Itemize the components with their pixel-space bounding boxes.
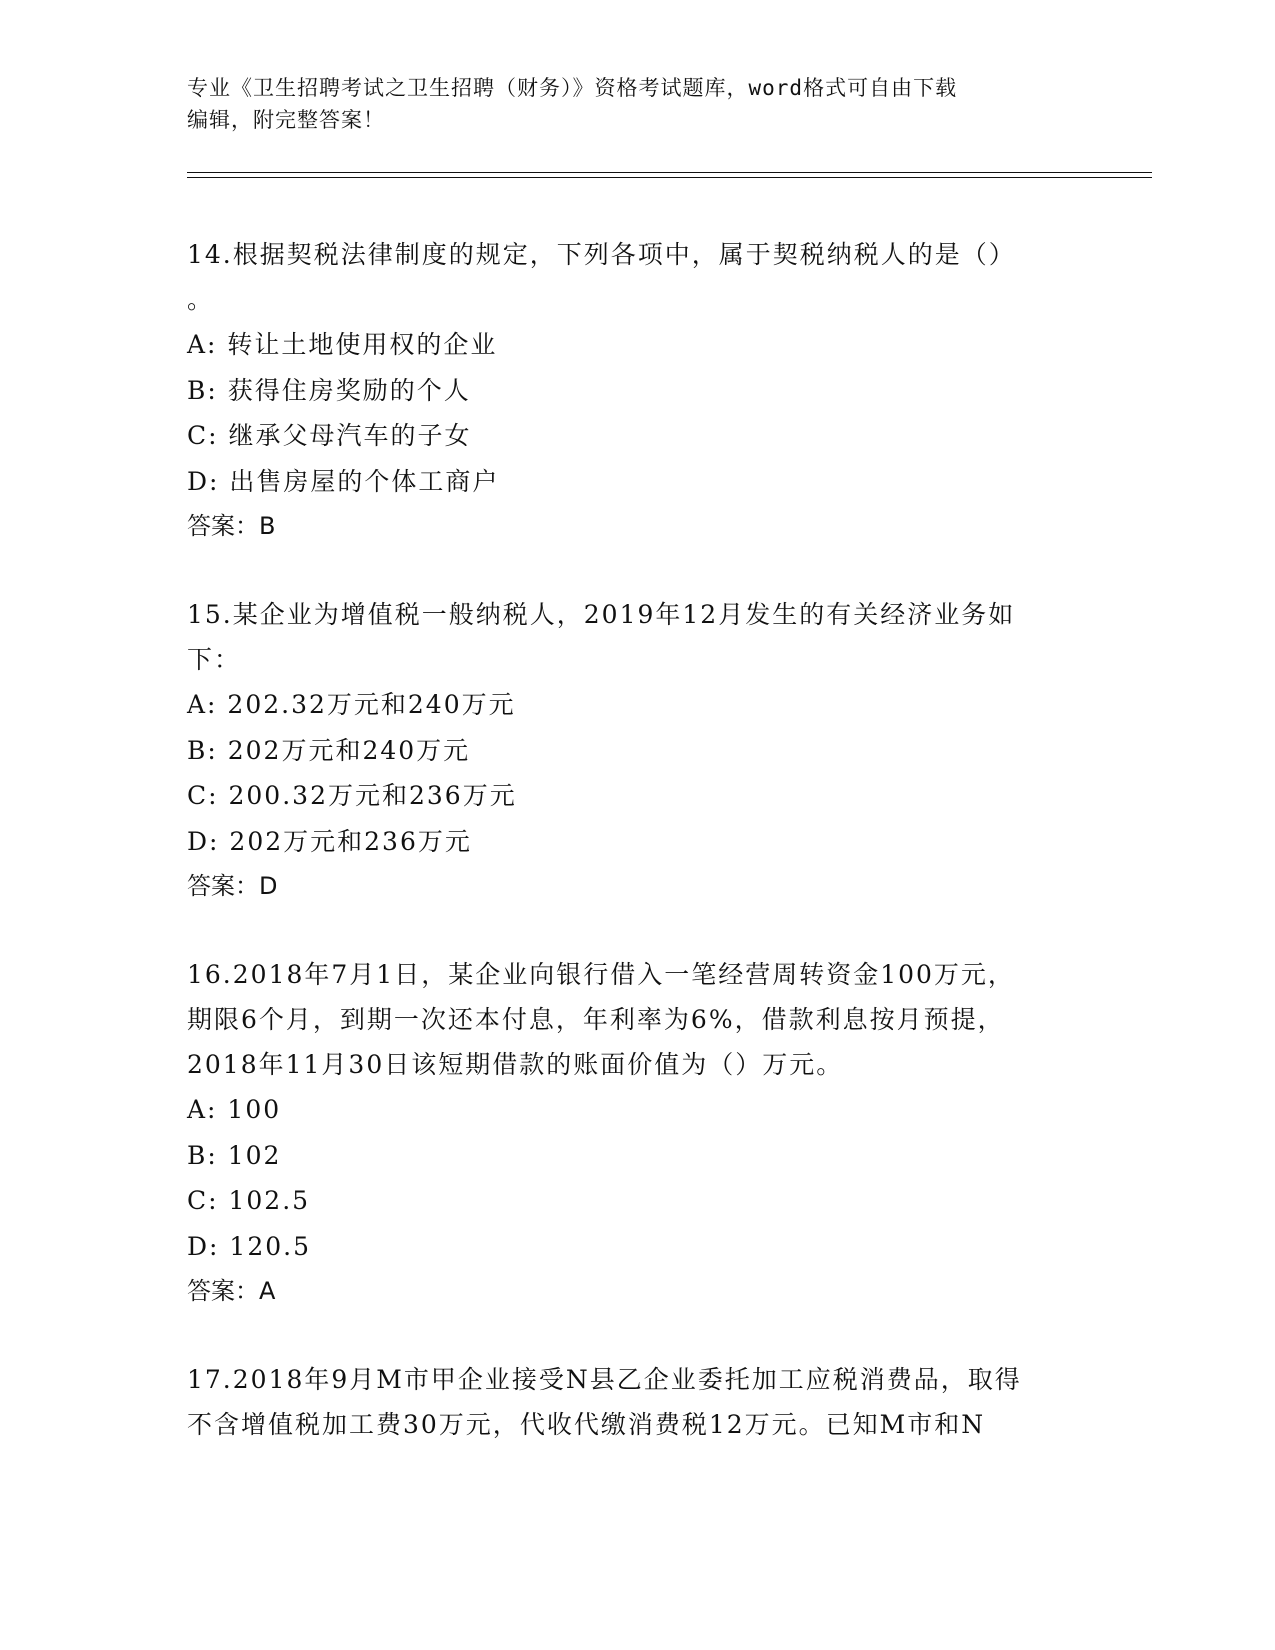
question-text: 期限6个月，到期一次还本付息，年利率为6%，借款利息按月预提， [187, 1005, 1005, 1034]
answer-value: D [259, 872, 278, 900]
question-16 [187, 952, 1087, 1314]
header-rule-top [187, 172, 1152, 173]
header-line: 专业《卫生招聘考试之卫生招聘（财务）》资格考试题库，word格式可自由下载 [187, 76, 958, 100]
option-c: C: 102.5 [187, 1186, 311, 1215]
option-a: A: 100 [187, 1095, 282, 1124]
answer [187, 864, 1087, 909]
question-text: 16.2018年7月1日，某企业向银行借入一笔经营周转资金100万元， [187, 960, 1015, 989]
question-text: 不含增值税加工费30万元，代收代缴消费税12万元。已知M市和N [187, 1410, 986, 1439]
question-text: 14.根据契税法律制度的规定，下列各项中，属于契税纳税人的是（） [187, 240, 1016, 269]
option-c: C: 继承父母汽车的子女 [187, 421, 472, 450]
option-c: C: 200.32万元和236万元 [187, 781, 517, 810]
question-text: 2018年11月30日该短期借款的账面价值为（）万元。 [187, 1050, 844, 1079]
question-17 [187, 1357, 1087, 1447]
question-text: 下： [187, 645, 242, 674]
answer-value: A [259, 1277, 276, 1305]
document-header [187, 72, 1067, 136]
answer [187, 1269, 1087, 1314]
option-b: B: 202万元和240万元 [187, 735, 471, 765]
header-rule-bottom [187, 177, 1152, 178]
answer-label: 答案： [187, 872, 259, 900]
header-line: 编辑，附完整答案！ [187, 108, 385, 132]
option-d: D: 出售房屋的个体工商户 [187, 466, 500, 496]
question-15 [187, 592, 1087, 909]
answer [187, 504, 1087, 549]
option-d: D: 202万元和236万元 [187, 826, 472, 856]
answer-label: 答案： [187, 1277, 259, 1305]
question-list [187, 232, 1087, 1490]
option-b: B: 获得住房奖励的个人 [187, 375, 471, 405]
question-14 [187, 232, 1087, 549]
option-a: A: 202.32万元和240万元 [187, 690, 516, 719]
option-a: A: 转让土地使用权的企业 [187, 330, 498, 359]
answer-value: B [259, 512, 276, 540]
question-text: 15.某企业为增值税一般纳税人，2019年12月发生的有关经济业务如 [187, 600, 1016, 629]
option-d: D: 120.5 [187, 1231, 311, 1261]
option-b: B: 102 [187, 1140, 282, 1170]
question-text: 。 [187, 285, 215, 314]
answer-label: 答案： [187, 512, 259, 540]
question-text: 17.2018年9月M市甲企业接受N县乙企业委托加工应税消费品，取得 [187, 1365, 1022, 1394]
